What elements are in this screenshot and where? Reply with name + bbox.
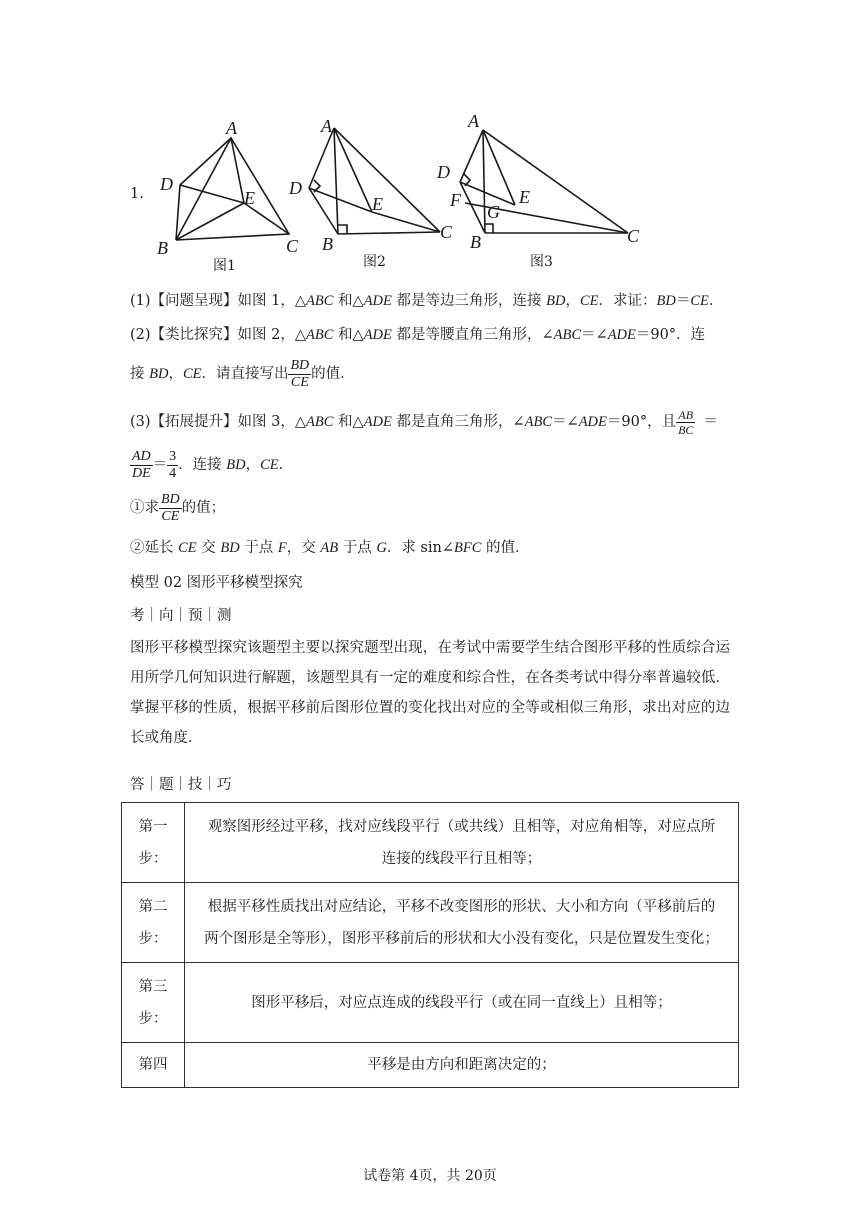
page-footer: 试卷第 4页，共 20页 — [363, 1168, 497, 1184]
fig3-label-c: C — [627, 226, 640, 246]
step-content: 观察图形经过平移，找对应线段平行（或共线）且相等，对应角相等，对应点所 连接的线段平行且相等； — [185, 803, 739, 883]
table-row — [122, 883, 739, 963]
question-3-part-1: ①求 $\frac{BD}{CE}$ 的值； — [130, 491, 226, 524]
step-key: 第二 步： — [122, 883, 185, 963]
fig1-label-e: E — [244, 188, 255, 208]
question-3-line-2: $\frac{AD}{DE}$ ＝ $\frac{3}{4}$ ．连接 BD，CE． — [132, 448, 294, 481]
fig2-label-b: B — [322, 234, 333, 254]
model-title: 模型 02 图形平移模型探究 — [130, 575, 303, 591]
kao-text: 图形平移模型探究该题型主要以探究题型出现，在考试中需要学生结合图形平移的性质综合运用所学几何知识进行解题，该题型具有一定的难度和综合性，在各类考试中得分率普遍较低．掌握平移的性质，根据平移前后图形位置的变化找出对应的全等或相似三角形，求出对应的边长或角度． — [130, 640, 730, 746]
figure-2 — [309, 128, 440, 234]
fraction-3-4: $\frac{3}{4}$ — [169, 448, 177, 481]
geometry-figures — [140, 108, 660, 278]
fig2-label-c: C — [440, 222, 453, 242]
fig1-label-a: A — [226, 118, 237, 138]
question-3-line-1: (3)【拓展提升】如图 3，△ABC 和△ADE 都是直角三角形，∠ABC＝∠ADE＝90°，且 $\frac{AB}{BC}$ ＝ — [130, 407, 718, 437]
fraction-ab-bc: $\frac{AB}{BC}$ — [678, 407, 694, 437]
table-row — [122, 963, 739, 1043]
fig1-label-b: B — [157, 238, 168, 258]
fig2-label-a: A — [321, 116, 332, 136]
figure-1 — [176, 138, 289, 240]
fraction-bd-ce: $\frac{BD}{CE}$ — [290, 357, 310, 390]
step-content: 图形平移后，对应点连成的线段平行（或在同一直线上）且相等； — [185, 963, 739, 1043]
question-3-part-2: ②延长 CE 交 BD 于点 F，交 AB 于点 G．求 sin∠BFC 的值． — [130, 540, 530, 556]
kao-label: 考｜向｜预｜测 — [130, 608, 232, 624]
question-2-line-2: 接 BD，CE．请直接写出 $\frac{BD}{CE}$ 的值． — [130, 357, 355, 390]
question-1: (1)【问题呈现】如图 1，△ABC 和△ADE 都是等边三角形，连接 BD，CE．求证：BD＝CE． — [130, 293, 724, 309]
step-key: 第三 步： — [122, 963, 185, 1043]
da-label: 答｜题｜技｜巧 — [130, 777, 232, 793]
fig3-label-e: E — [519, 187, 530, 207]
fig2-label-e: E — [372, 194, 383, 214]
fig3-label-d: D — [437, 162, 450, 182]
fraction-bd-ce-2: $\frac{BD}{CE}$ — [161, 491, 180, 524]
fig1-caption: 图1 — [213, 258, 236, 274]
fig2-label-d: D — [289, 178, 302, 198]
fig1-label-c: C — [286, 236, 299, 256]
fig3-label-f: F — [450, 190, 461, 210]
step-content: 平移是由方向和距离决定的； — [185, 1043, 739, 1088]
fig3-label-a: A — [468, 111, 479, 131]
steps-table — [121, 802, 739, 1088]
problem-number: 1. — [130, 186, 144, 202]
step-key: 第一 步： — [122, 803, 185, 883]
fig1-label-d: D — [160, 174, 173, 194]
fig2-caption: 图2 — [363, 254, 386, 270]
question-2-line-1: (2)【类比探究】如图 2，△ABC 和△ADE 都是等腰直角三角形，∠ABC＝∠ADE＝90°．连 — [130, 327, 706, 343]
fraction-ad-de: $\frac{AD}{DE}$ — [132, 448, 151, 481]
figure-3 — [460, 130, 628, 233]
fig3-label-g: G — [487, 202, 500, 222]
table-row — [122, 1043, 739, 1088]
step-key: 第四 — [122, 1043, 185, 1088]
table-row — [122, 803, 739, 883]
step-content: 根据平移性质找出对应结论，平移不改变图形的形状、大小和方向（平移前后的 两个图形是全等形），图形平移前后的形状和大小没有变化，只是位置发生变化； — [185, 883, 739, 963]
fig3-label-b: B — [470, 232, 481, 252]
fig3-caption: 图3 — [530, 254, 553, 270]
